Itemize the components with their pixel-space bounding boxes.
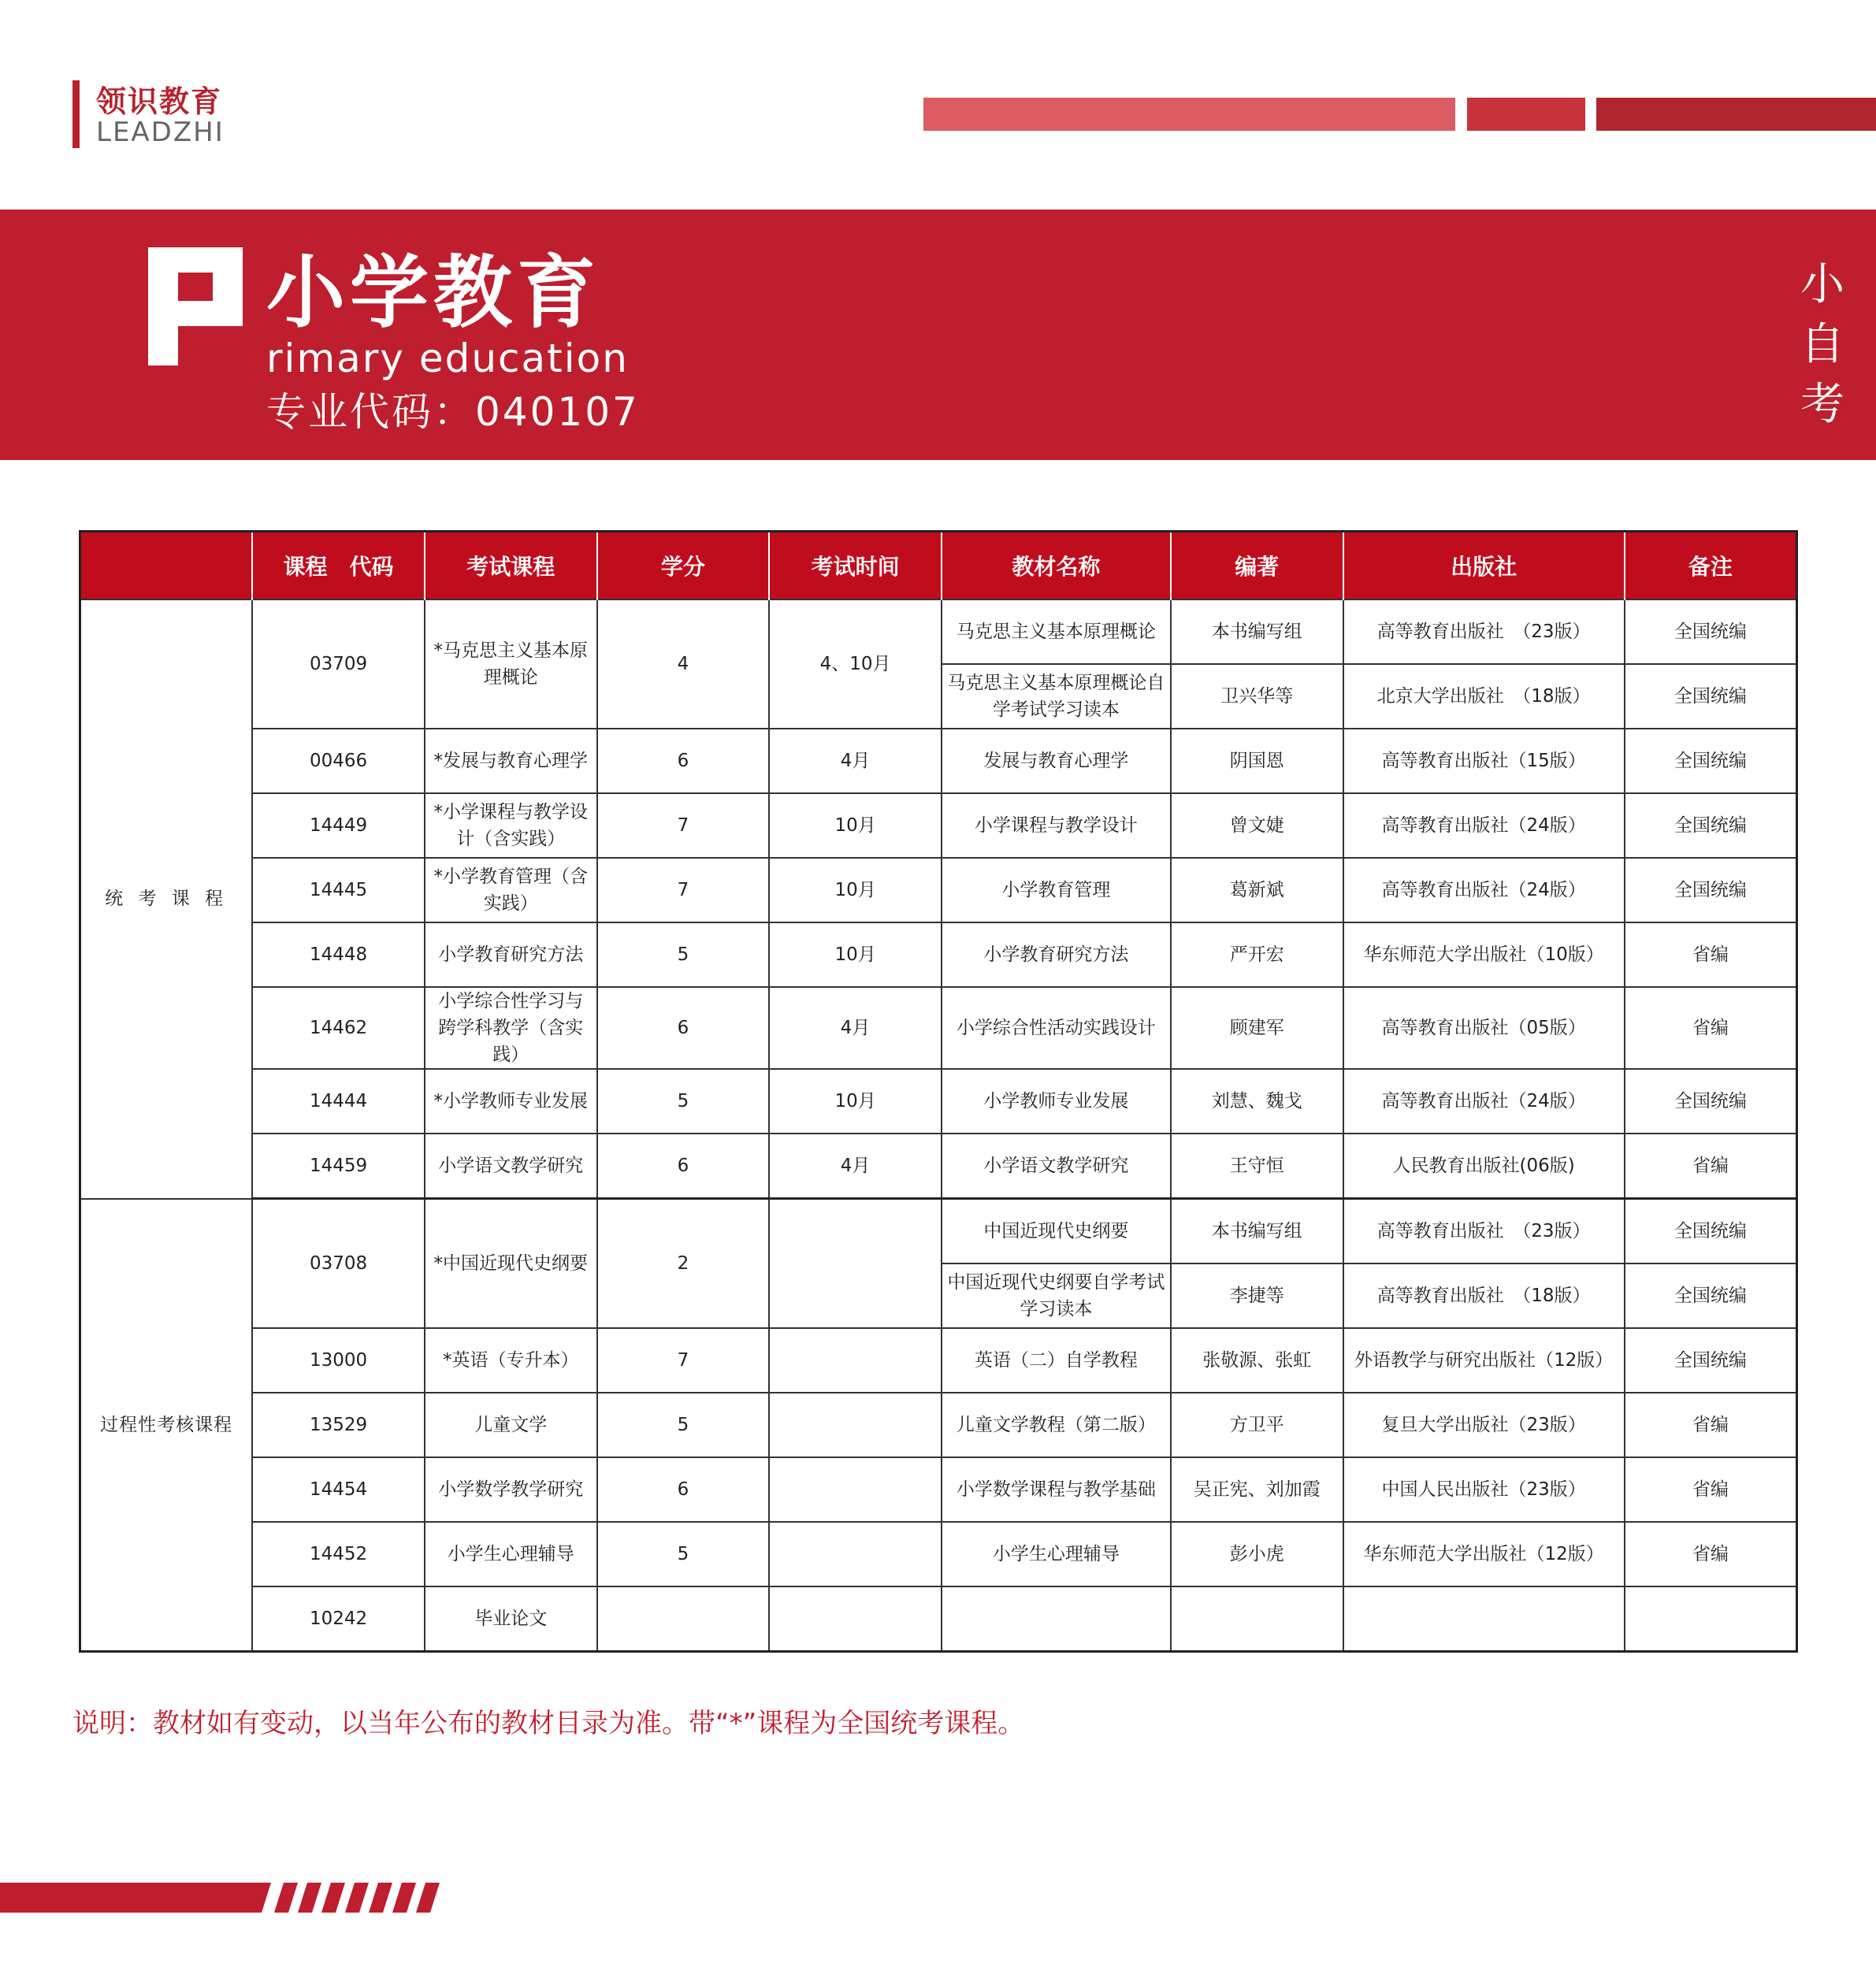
book-cell: 小学教师专业发展 (942, 1069, 1171, 1134)
time-cell: 4、10月 (769, 599, 942, 729)
course-cell: 儿童文学 (425, 1393, 597, 1457)
code-cell: 13000 (252, 1328, 425, 1393)
table-row (80, 1134, 1797, 1199)
time-cell (769, 1393, 942, 1457)
book-cell: 小学教育研究方法 (942, 922, 1171, 987)
publisher-cell: 高等教育出版社 （18版） (1343, 1264, 1625, 1328)
code-cell: 14462 (252, 987, 425, 1069)
remark-cell (1625, 1586, 1797, 1652)
code-cell: 14444 (252, 1069, 425, 1134)
code-cell: 14454 (252, 1457, 425, 1522)
footnote: 说明：教材如有变动，以当年公布的教材目录为准。带“*”课程为全国统考课程。 (72, 1708, 1025, 1739)
author-cell: 葛新斌 (1171, 858, 1343, 922)
publisher-cell: 中国人民出版社（23版） (1343, 1457, 1625, 1522)
course-table (79, 530, 1798, 1653)
book-cell: 中国近现代史纲要自学考试学习读本 (942, 1264, 1171, 1328)
publisher-cell: 人民教育出版社(06版) (1343, 1134, 1625, 1199)
course-cell: 毕业论文 (425, 1586, 597, 1652)
publisher-cell: 华东师范大学出版社（12版） (1343, 1522, 1625, 1586)
table-row (80, 729, 1797, 793)
book-cell: 小学生心理辅导 (942, 1522, 1171, 1586)
time-cell: 10月 (769, 858, 942, 922)
remark-cell: 全国统编 (1625, 1199, 1797, 1264)
table-row (80, 858, 1797, 922)
author-cell: 曾文婕 (1171, 793, 1343, 858)
side-title (1799, 255, 1846, 435)
table-row (80, 922, 1797, 987)
publisher-cell: 高等教育出版社（24版） (1343, 793, 1625, 858)
course-cell: *小学课程与教学设计（含实践） (425, 793, 597, 858)
remark-cell: 全国统编 (1625, 1069, 1797, 1134)
logo-cn: 领识教育 (96, 84, 223, 119)
remark-cell: 省编 (1625, 1393, 1797, 1457)
remark-cell: 省编 (1625, 922, 1797, 987)
publisher-cell: 高等教育出版社 （23版） (1343, 1199, 1625, 1264)
brand-logo (72, 77, 277, 150)
time-cell (769, 1328, 942, 1393)
credit-cell: 6 (597, 1457, 770, 1522)
course-cell: 小学教育研究方法 (425, 922, 597, 987)
table-row (80, 1199, 1797, 1264)
book-cell: 中国近现代史纲要 (942, 1199, 1171, 1264)
credit-cell: 7 (597, 1328, 770, 1393)
credit-cell: 5 (597, 922, 770, 987)
author-cell: 顾建军 (1171, 987, 1343, 1069)
remark-cell: 省编 (1625, 1522, 1797, 1586)
publisher-cell: 高等教育出版社（05版） (1343, 987, 1625, 1069)
table-row (80, 1069, 1797, 1134)
header-group (80, 532, 253, 600)
code-cell: 14452 (252, 1522, 425, 1586)
credit-cell: 6 (597, 729, 770, 793)
remark-cell: 省编 (1625, 1457, 1797, 1522)
remark-cell: 省编 (1625, 1134, 1797, 1199)
author-cell: 王守恒 (1171, 1134, 1343, 1199)
course-cell: *小学教育管理（含实践） (425, 858, 597, 922)
author-cell: 本书编写组 (1171, 1199, 1343, 1264)
author-cell: 严开宏 (1171, 922, 1343, 987)
course-cell: 小学语文教学研究 (425, 1134, 597, 1199)
time-cell: 10月 (769, 922, 942, 987)
big-p-icon (148, 247, 243, 366)
credit-cell: 7 (597, 858, 770, 922)
major-code: 专业代码：040107 (266, 389, 640, 435)
author-cell: 李捷等 (1171, 1264, 1343, 1328)
logo-en: LEADZHI (96, 117, 225, 148)
credit-cell: 7 (597, 793, 770, 858)
book-cell: 发展与教育心理学 (942, 729, 1171, 793)
book-cell: 英语（二）自学教程 (942, 1328, 1171, 1393)
time-cell: 4月 (769, 729, 942, 793)
author-cell: 彭小虎 (1171, 1522, 1343, 1586)
course-cell: 小学综合性学习与跨学科教学（含实践） (425, 987, 597, 1069)
publisher-cell: 高等教育出版社（15版） (1343, 729, 1625, 793)
course-cell: *发展与教育心理学 (425, 729, 597, 793)
author-cell: 吴正宪、刘加霞 (1171, 1457, 1343, 1522)
credit-cell: 2 (597, 1199, 770, 1329)
page-subtitle: rimary education (266, 336, 629, 381)
credit-cell: 6 (597, 987, 770, 1069)
credit-cell: 4 (597, 599, 770, 729)
credit-cell: 5 (597, 1522, 770, 1586)
credit-cell: 5 (597, 1393, 770, 1457)
code-cell: 14448 (252, 922, 425, 987)
code-cell: 14459 (252, 1134, 425, 1199)
publisher-cell: 高等教育出版社（24版） (1343, 1069, 1625, 1134)
course-cell: 小学数学教学研究 (425, 1457, 597, 1522)
header-exam-time: 考试时间 (769, 532, 942, 600)
publisher-cell: 高等教育出版社 （23版） (1343, 599, 1625, 664)
header-publisher: 出版社 (1343, 532, 1625, 600)
book-cell (942, 1586, 1171, 1652)
time-cell: 4月 (769, 1134, 942, 1199)
code-cell: 03708 (252, 1199, 425, 1329)
side-title-char: 考 (1800, 379, 1844, 430)
book-cell: 小学课程与教学设计 (942, 793, 1171, 858)
author-cell: 卫兴华等 (1171, 664, 1343, 729)
course-cell: 小学生心理辅导 (425, 1522, 597, 1586)
table-row (80, 1328, 1797, 1393)
code-cell: 13529 (252, 1393, 425, 1457)
logo-bar (72, 80, 80, 148)
side-title-char: 小 (1800, 259, 1844, 310)
book-cell: 小学数学课程与教学基础 (942, 1457, 1171, 1522)
group-cell: 统 考 课 程 (80, 599, 253, 1199)
stripes-decoration (0, 1883, 441, 1913)
header-textbook: 教材名称 (942, 532, 1171, 600)
book-cell: 小学综合性活动实践设计 (942, 987, 1171, 1069)
deco-bar-light (923, 98, 1455, 131)
page-title: 小学教育 (266, 247, 600, 339)
course-cell: *英语（专升本） (425, 1328, 597, 1393)
table-row (80, 987, 1797, 1069)
side-title-char: 自 (1800, 319, 1844, 370)
header-course: 考试课程 (425, 532, 597, 600)
publisher-cell (1343, 1586, 1625, 1652)
table-header-row (80, 532, 1797, 600)
book-cell: 马克思主义基本原理概论自学考试学习读本 (942, 664, 1171, 729)
header-author: 编著 (1171, 532, 1343, 600)
table-row (80, 793, 1797, 858)
time-cell (769, 1586, 942, 1652)
publisher-cell: 外语教学与研究出版社（12版） (1343, 1328, 1625, 1393)
time-cell (769, 1522, 942, 1586)
remark-cell: 省编 (1625, 987, 1797, 1069)
publisher-cell: 北京大学出版社 （18版） (1343, 664, 1625, 729)
course-cell: *小学教师专业发展 (425, 1069, 597, 1134)
remark-cell: 全国统编 (1625, 1328, 1797, 1393)
author-cell: 方卫平 (1171, 1393, 1343, 1457)
table-row (80, 1457, 1797, 1522)
code-cell: 00466 (252, 729, 425, 793)
publisher-cell: 高等教育出版社（24版） (1343, 858, 1625, 922)
title-banner (0, 210, 1876, 460)
time-cell: 10月 (769, 793, 942, 858)
time-cell: 10月 (769, 1069, 942, 1134)
publisher-cell: 复旦大学出版社（23版） (1343, 1393, 1625, 1457)
table-row (80, 1586, 1797, 1652)
remark-cell: 全国统编 (1625, 729, 1797, 793)
group-cell: 过程性考核课程 (80, 1199, 253, 1652)
code-cell: 10242 (252, 1586, 425, 1652)
table-row (80, 599, 1797, 664)
time-cell (769, 1457, 942, 1522)
table-row (80, 1522, 1797, 1586)
author-cell (1171, 1586, 1343, 1652)
deco-bar-dark (1596, 98, 1876, 131)
course-cell: *马克思主义基本原理概论 (425, 599, 597, 729)
remark-cell: 全国统编 (1625, 1264, 1797, 1328)
author-cell: 张敬源、张虹 (1171, 1328, 1343, 1393)
author-cell: 本书编写组 (1171, 599, 1343, 664)
deco-bar-mid (1467, 98, 1585, 131)
course-cell: *中国近现代史纲要 (425, 1199, 597, 1329)
header-remark: 备注 (1625, 532, 1797, 600)
table-row (80, 1393, 1797, 1457)
book-cell: 小学语文教学研究 (942, 1134, 1171, 1199)
credit-cell: 5 (597, 1069, 770, 1134)
remark-cell: 全国统编 (1625, 599, 1797, 664)
remark-cell: 全国统编 (1625, 858, 1797, 922)
remark-cell: 全国统编 (1625, 793, 1797, 858)
time-cell: 4月 (769, 987, 942, 1069)
code-cell: 14449 (252, 793, 425, 858)
publisher-cell: 华东师范大学出版社（10版） (1343, 922, 1625, 987)
credit-cell (597, 1586, 770, 1652)
remark-cell: 全国统编 (1625, 664, 1797, 729)
code-cell: 03709 (252, 599, 425, 729)
header-code: 课程 代码 (252, 532, 425, 600)
time-cell (769, 1199, 942, 1329)
credit-cell: 6 (597, 1134, 770, 1199)
author-cell: 阴国恩 (1171, 729, 1343, 793)
book-cell: 马克思主义基本原理概论 (942, 599, 1171, 664)
book-cell: 儿童文学教程（第二版） (942, 1393, 1171, 1457)
code-cell: 14445 (252, 858, 425, 922)
book-cell: 小学教育管理 (942, 858, 1171, 922)
header-credit: 学分 (597, 532, 770, 600)
author-cell: 刘慧、魏戈 (1171, 1069, 1343, 1134)
